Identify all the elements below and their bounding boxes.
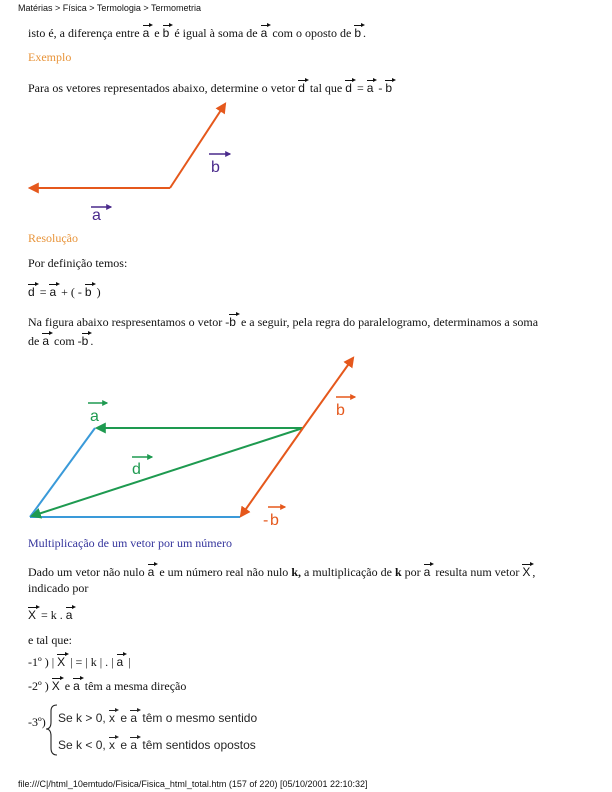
multiplication-heading: Multiplicação de um vetor por um número — [28, 536, 232, 550]
condition-2 — [28, 678, 186, 694]
text-segment: . — [363, 26, 366, 40]
explanation-line-2 — [28, 333, 93, 349]
vector-symbol: a — [366, 81, 374, 95]
text-segment: + ( - — [58, 285, 85, 299]
label-d: d — [132, 461, 141, 478]
label-a: a — [90, 408, 99, 425]
text-segment: a multiplicação de — [301, 565, 395, 579]
bold-text: k, — [291, 565, 301, 579]
text-segment: resulta num vetor — [432, 565, 523, 579]
vector-symbol: b — [385, 81, 393, 95]
text-segment: por — [401, 565, 424, 579]
vector-symbol: b — [229, 315, 236, 329]
vector-symbol: x — [109, 711, 116, 725]
text-segment: têm a mesma direção — [81, 679, 187, 693]
text-segment: Se k < 0, — [58, 738, 110, 752]
vector-symbol: a — [130, 711, 138, 725]
breadcrumb: Matérias > Física > Termologia > Termometria — [18, 3, 201, 13]
text-segment: de — [28, 334, 43, 348]
example-heading: Exemplo — [28, 50, 72, 64]
vector-symbol: b — [81, 334, 89, 348]
vector-symbol: X — [57, 655, 66, 669]
example-statement — [28, 80, 394, 96]
label-b: b — [211, 159, 220, 176]
vector-symbol: d — [345, 81, 352, 95]
text-segment: ) — [93, 285, 101, 299]
condition-3-case-positive — [58, 710, 257, 726]
text-segment: = — [36, 285, 50, 299]
resolution-heading: Resolução — [28, 231, 78, 245]
text-segment: = — [353, 81, 367, 95]
vector-symbol: X — [522, 565, 531, 579]
text-segment: e um número real não nulo — [156, 565, 292, 579]
explanation-line-1 — [28, 314, 538, 330]
definition-intro: Por definição temos: — [28, 256, 128, 270]
vector-symbol: a — [42, 334, 50, 348]
vector-minus-b-arrow — [241, 428, 303, 516]
text-segment: -1º ) | — [28, 655, 58, 669]
vector-b-arrow — [303, 358, 353, 428]
text-segment: e — [61, 679, 74, 693]
vector-symbol: a — [260, 26, 268, 40]
vector-symbol: x — [109, 738, 116, 752]
text-segment: tal que — [306, 81, 346, 95]
figure-parallelogram — [20, 352, 365, 534]
vector-symbol: b — [354, 26, 361, 40]
vector-symbol: a — [423, 565, 431, 579]
definition-formula — [28, 284, 101, 300]
multiplication-definition-line-1 — [28, 564, 535, 580]
label-a: a — [92, 207, 101, 224]
conditions-intro: e tal que: — [28, 633, 72, 647]
text-segment: | — [125, 655, 131, 669]
text-segment: . — [90, 334, 94, 348]
bold-text: k — [394, 565, 402, 579]
text-segment: | = | k | . | — [67, 655, 117, 669]
multiplication-definition-line-2: indicado por — [28, 581, 89, 595]
vector-symbol: b — [162, 26, 170, 40]
text-segment: e — [151, 26, 163, 40]
condition-3-label: -3º) — [28, 715, 46, 729]
vector-symbol: d — [298, 81, 305, 95]
brace-shape — [46, 705, 57, 755]
text-segment: = k . — [38, 608, 66, 622]
text-segment: , — [532, 565, 536, 579]
parallel-construction-line-left — [30, 428, 95, 517]
vector-d-arrow — [32, 428, 303, 516]
label-minus-b-letter: b — [270, 512, 279, 529]
text-segment: e — [117, 711, 131, 725]
vector-symbol: a — [142, 26, 150, 40]
vector-symbol: a — [65, 608, 73, 622]
vector-symbol: X — [51, 679, 60, 693]
vector-symbol: a — [116, 655, 124, 669]
multiplication-formula — [28, 607, 74, 623]
label-minus-b-sign: - — [263, 512, 269, 529]
text-segment: com - — [51, 334, 82, 348]
text-segment: Para os vetores representados abaixo, determine o vetor — [28, 81, 299, 95]
vector-symbol: a — [130, 738, 138, 752]
intro-paragraph — [28, 25, 366, 41]
print-footer: file:///C|/html_10emtudo/Fisica/Fisica_html_total.htm (157 of 220) [05/10/2001 22:10:32] — [18, 779, 368, 789]
vector-symbol: a — [147, 565, 155, 579]
text-segment: -2º ) — [28, 679, 52, 693]
vector-symbol: a — [49, 285, 57, 299]
text-segment: têm sentidos opostos — [139, 738, 256, 752]
figure-example-vectors — [20, 95, 240, 230]
label-b: b — [336, 402, 345, 419]
text-segment: e a seguir, pela regra do paralelogramo, determinamos a soma — [237, 315, 539, 329]
vector-symbol: X — [28, 608, 37, 622]
text-segment: - — [375, 81, 386, 95]
text-segment: com o oposto de — [269, 26, 355, 40]
vector-symbol: d — [28, 285, 35, 299]
text-segment: Dado um vetor não nulo — [28, 565, 148, 579]
text-segment: têm o mesmo sentido — [139, 711, 258, 725]
text-segment: Na figura abaixo respresentamos o vetor - — [28, 315, 230, 329]
text-segment: Se k > 0, — [58, 711, 110, 725]
condition-1 — [28, 654, 131, 670]
text-segment: e — [117, 738, 131, 752]
text-segment: é igual à soma de — [171, 26, 261, 40]
condition-3-case-negative — [58, 737, 256, 753]
vector-symbol: b — [84, 285, 92, 299]
vector-symbol: a — [73, 679, 80, 693]
text-segment: isto é, a diferença entre — [28, 26, 143, 40]
